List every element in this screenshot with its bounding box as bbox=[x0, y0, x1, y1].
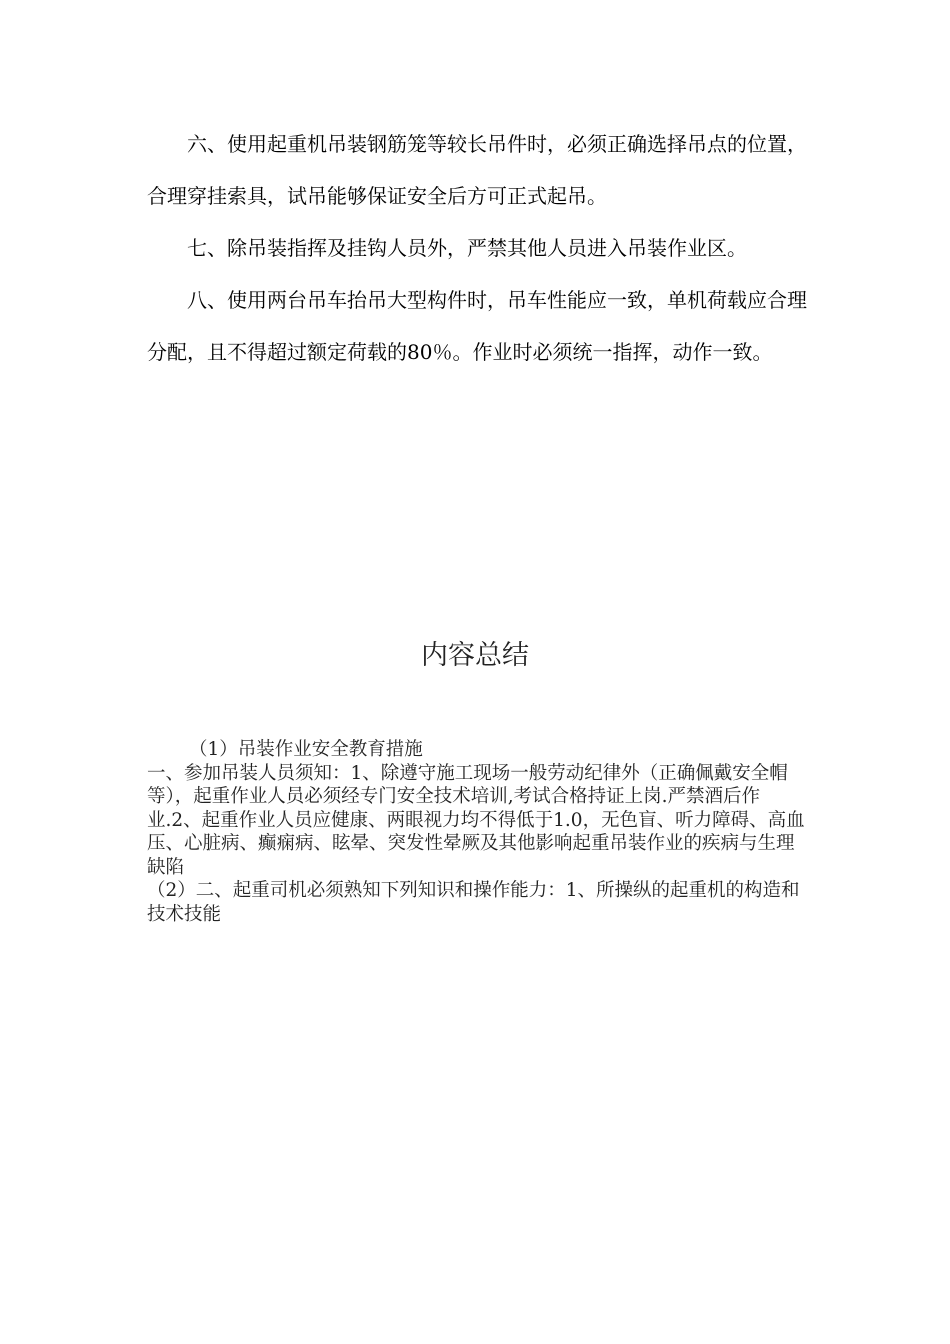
paragraph-six: 六、使用起重机吊装钢筋笼等较长吊件时，必须正确选择吊点的位置，合理穿挂索具，试吊能够保证安全后方可正式起吊。 bbox=[147, 132, 807, 208]
paragraph-eight: 八、使用两台吊车抬吊大型构件时，吊车性能应一致，单机荷载应合理分配，且不得超过额定荷载的80％。作业时必须统一指挥，动作一致。 bbox=[147, 288, 807, 364]
summary-heading: （1）吊装作业安全教育措施 bbox=[189, 739, 423, 760]
summary-title: 内容总结 bbox=[421, 640, 529, 671]
document-body bbox=[147, 118, 807, 378]
summary-paragraph-2: （2）二、起重司机必须熟知下列知识和操作能力：1、所操纵的起重机的构造和技术技能 bbox=[147, 880, 800, 925]
summary-paragraph-1: 一、参加吊装人员须知：1、除遵守施工现场一般劳动纪律外（正确佩戴安全帽等），起重作业人员必须经专门安全技术培训,考试合格持证上岗.严禁酒后作业.2、起重作业人员应健康、两眼视力均不得低于1.0，无色盲、听力障碍、高血压、心脏病、癫痫病、眩晕、突发性晕厥及其他影响起重吊装作业的疾病与生理缺陷 bbox=[147, 762, 805, 878]
summary-body bbox=[147, 738, 807, 926]
paragraph-seven: 七、除吊装指挥及挂钩人员外，严禁其他人员进入吊装作业区。 bbox=[187, 236, 747, 260]
